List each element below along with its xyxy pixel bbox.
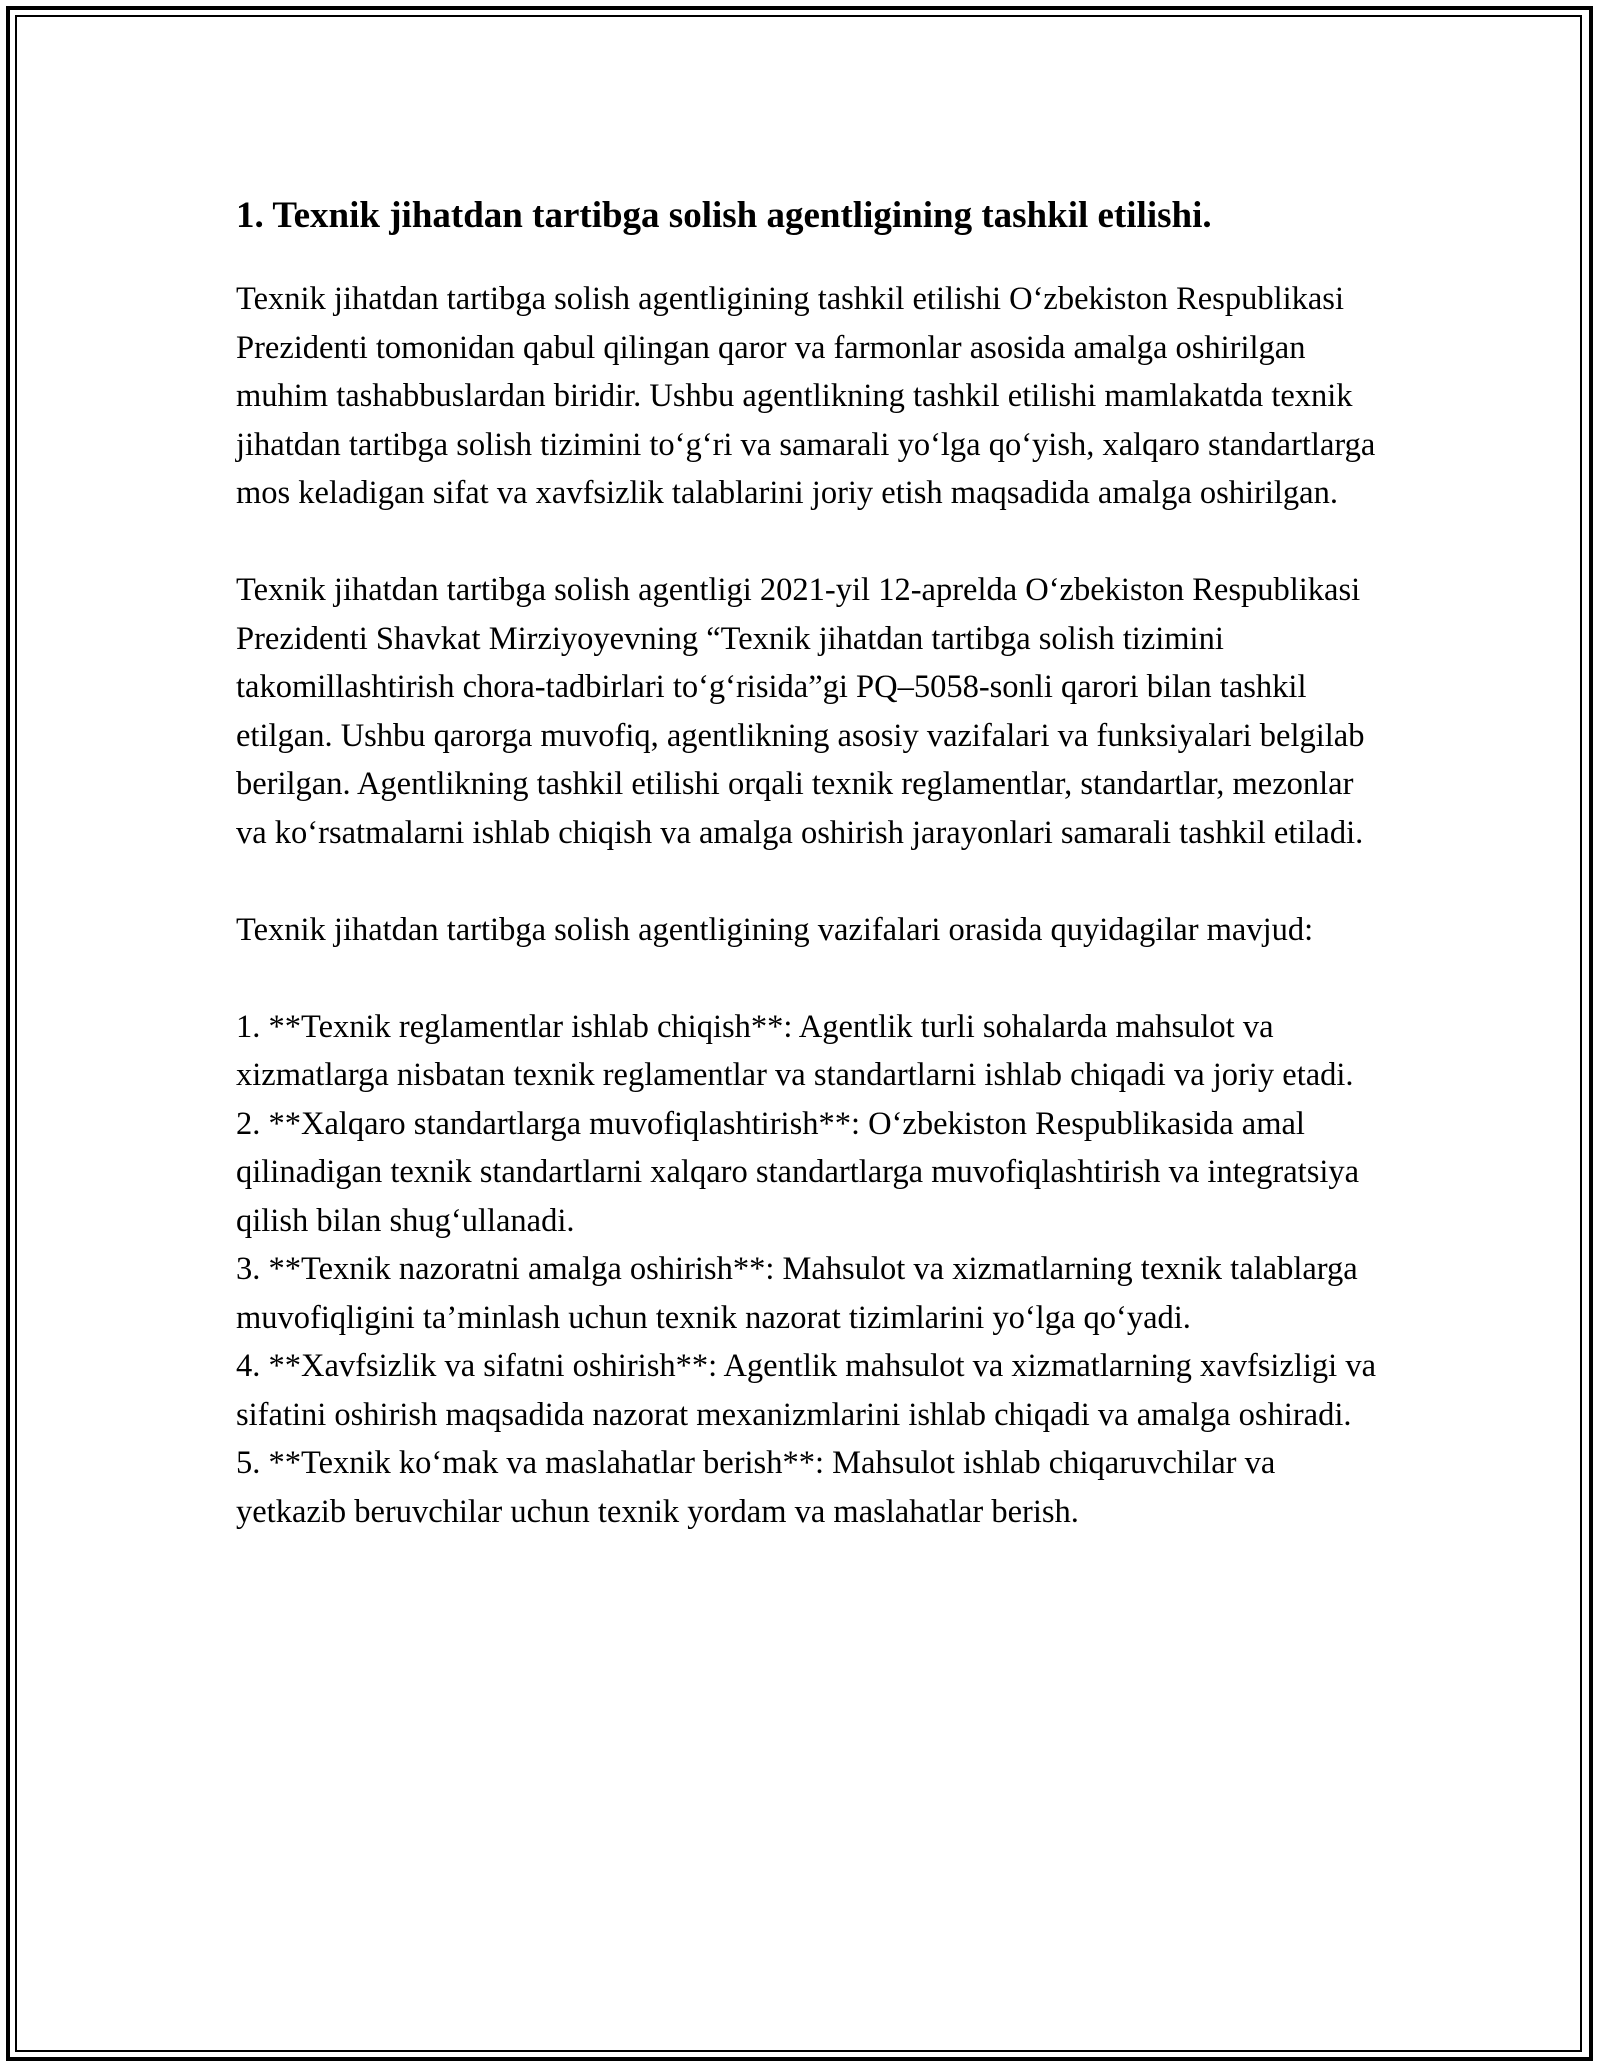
list-item: 1. **Texnik reglamentlar ishlab chiqish**: Agentlik turli sohalarda mahsulot va xizmatlarga nisbatan texnik reglamentlar va standartlarni ishlab chiqadi va joriy etadi.: [236, 1008, 1354, 1093]
list-item: 5. **Texnik ko‘mak va maslahatlar berish**: Mahsulot ishlab chiqaruvchilar va yetkazib beruvchilar uchun texnik yordam va maslahatlar berish.: [236, 1445, 1276, 1530]
list-item: 4. **Xavfsizlik va sifatni oshirish**: Agentlik mahsulot va xizmatlarning xavfsizligi va sifatini oshirish maqsadida nazorat mexanizmlarini ishlab chiqadi va amalga oshiradi.: [236, 1348, 1377, 1433]
tasks-list: [236, 1003, 1376, 1537]
list-item: 3. **Texnik nazoratni amalga oshirish**: Mahsulot va xizmatlarning texnik talablarga muvofiqligini ta’minlash uchun texnik nazorat tizimlarini yo‘lga qo‘yadi.: [236, 1251, 1358, 1336]
paragraph-tasks-intro: Texnik jihatdan tartibga solish agentligining vazifalari orasida quyidagilar mavjud:: [236, 911, 1314, 948]
paragraph-history: Texnik jihatdan tartibga solish agentligi 2021-yil 12-aprelda O‘zbekiston Respublikasi Prezidenti Shavkat Mirziyoyevning “Texnik jihatdan tartibga solish tizimini takomillashtirish chora-tadbirlari to‘g‘risida”gi PQ–5058-sonli qarori bilan tashkil etilgan. Ushbu qarorga muvofiq, agentlikning asosiy vazifalari va funksiyalari belgilab berilgan. Agentlikning tashkil etilishi orqali texnik reglamentlar, standartlar, mezonlar va ko‘rsatmalarni ishlab chiqish va amalga oshirish jarayonlari samarali tashkil etiladi.: [236, 572, 1365, 851]
section-heading: 1. Texnik jihatdan tartibga solish agentligining tashkil etilishi.: [236, 195, 1212, 236]
list-item: 2. **Xalqaro standartlarga muvofiqlashtirish**: O‘zbekiston Respublikasida amal qilinadigan texnik standartlarni xalqaro standartlarga muvofiqlashtirish va integratsiya qilish bilan shug‘ullanadi.: [236, 1105, 1360, 1239]
document-body: [236, 185, 1376, 1536]
paragraph-intro: Texnik jihatdan tartibga solish agentligining tashkil etilishi O‘zbekiston Respublikasi Prezidenti tomonidan qabul qilingan qaror va farmonlar asosida amalga oshirilgan muhim tashabbuslardan biridir. Ushbu agentlikning tashkil etilishi mamlakatda texnik jihatdan tartibga solish tizimini to‘g‘ri va samarali yo‘lga qo‘yish, xalqaro standartlarga mos keladigan sifat va xavfsizlik talablarini joriy etish maqsadida amalga oshirilgan.: [236, 281, 1376, 511]
